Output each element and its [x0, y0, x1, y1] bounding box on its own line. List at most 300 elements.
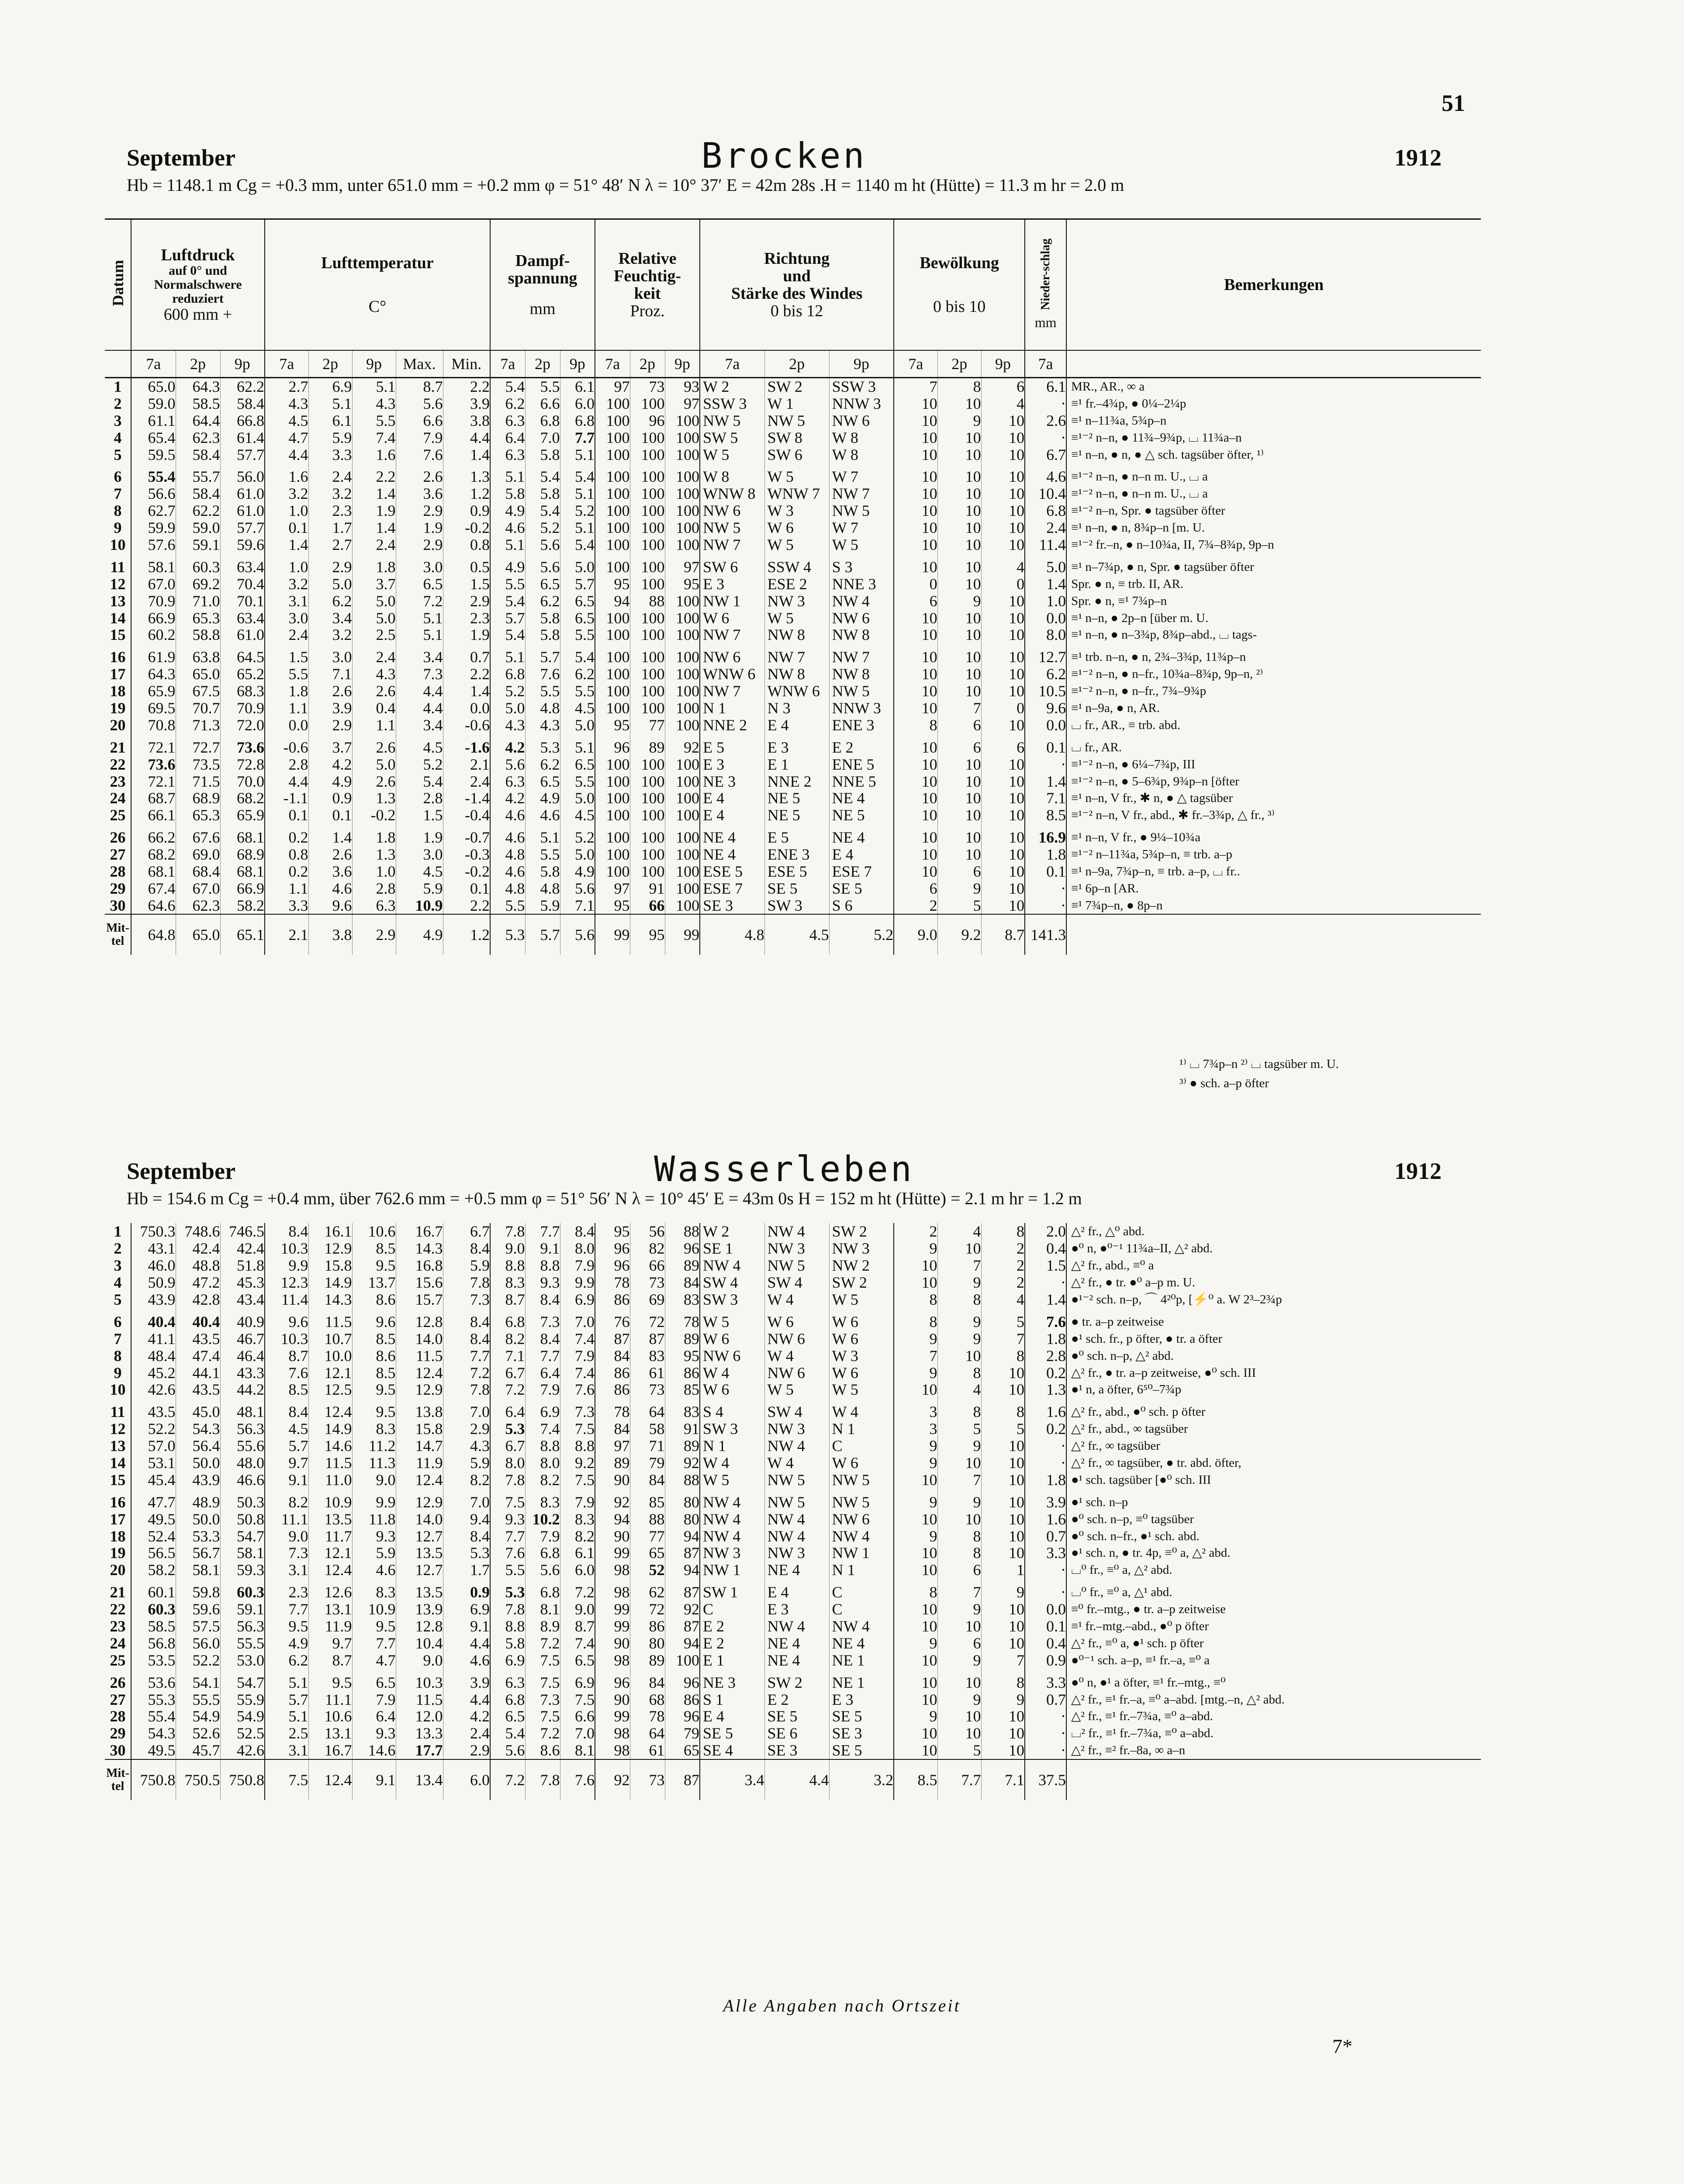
- value-cell: 2.5: [352, 626, 396, 643]
- value-cell: 16.7: [396, 1223, 443, 1240]
- value-cell: 10: [894, 1742, 937, 1759]
- value-cell: 83: [665, 1291, 700, 1308]
- value-cell: 6.5: [396, 575, 443, 592]
- value-cell: SW 2: [829, 1274, 894, 1291]
- value-cell: NW 5: [764, 412, 829, 429]
- value-cell: 88: [665, 1223, 700, 1240]
- value-cell: NW 6: [700, 1347, 764, 1364]
- value-cell: 68.1: [220, 824, 265, 846]
- value-cell: 97: [665, 553, 700, 575]
- value-cell: 100: [630, 700, 665, 717]
- value-cell: 5.8: [525, 863, 560, 880]
- date-cell: 28: [110, 1708, 126, 1725]
- value-cell: 13.3: [396, 1725, 443, 1742]
- value-cell: NW 7: [829, 485, 894, 502]
- value-cell: 89: [665, 1438, 700, 1455]
- value-cell: NW 4: [829, 1618, 894, 1635]
- mittel-value: 87: [665, 1759, 700, 1800]
- value-cell: 14.6: [308, 1438, 352, 1455]
- value-cell: 62.3: [176, 897, 220, 914]
- value-cell: 1.1: [265, 880, 308, 897]
- value-cell: NW 4: [764, 1618, 829, 1635]
- value-cell: 49.5: [131, 1510, 176, 1527]
- value-cell: 5.6: [525, 1562, 560, 1579]
- value-cell: 9.5: [352, 1398, 396, 1420]
- date-cell: 7: [114, 1330, 122, 1348]
- value-cell: NW 5: [829, 1488, 894, 1510]
- value-cell: 2.9: [443, 592, 490, 609]
- value-cell: 5.8: [525, 626, 560, 643]
- value-cell: 10: [981, 790, 1025, 807]
- mittel-remark-empty: [1066, 914, 1481, 955]
- value-cell: 7.4: [525, 1420, 560, 1438]
- value-cell: 10.0: [308, 1347, 352, 1364]
- value-cell: 7.6: [1025, 1308, 1066, 1330]
- value-cell: 93: [665, 377, 700, 395]
- value-cell: 8.5: [352, 1364, 396, 1381]
- value-cell: 12.6: [308, 1579, 352, 1601]
- value-cell: 11.3: [352, 1455, 396, 1472]
- remark-cell: △² fr., ≡² fr.–8a, ∞ a–n: [1066, 1742, 1481, 1759]
- value-cell: SW 8: [764, 429, 829, 446]
- mittel-value: 65.0: [176, 914, 220, 955]
- value-cell: SW 3: [700, 1291, 764, 1308]
- value-cell: 63.4: [220, 609, 265, 626]
- value-cell: 0: [981, 700, 1025, 717]
- value-cell: 94: [665, 1635, 700, 1652]
- value-cell: 100: [665, 824, 700, 846]
- value-cell: 100: [665, 790, 700, 807]
- value-cell: 61.9: [131, 643, 176, 666]
- value-cell: 4.6: [308, 880, 352, 897]
- value-cell: 71.5: [176, 773, 220, 790]
- value-cell: 77: [630, 716, 665, 733]
- value-cell: ·: [1025, 395, 1066, 412]
- value-cell: 68.1: [220, 863, 265, 880]
- value-cell: 8.9: [525, 1618, 560, 1635]
- remark-cell: ●¹ sch. n–p: [1066, 1488, 1481, 1510]
- value-cell: 10: [981, 756, 1025, 773]
- value-cell: 7: [937, 700, 981, 717]
- table-row: [105, 1420, 1481, 1438]
- date-cell: 8: [114, 1347, 122, 1365]
- value-cell: 99: [595, 1708, 630, 1725]
- value-cell: E 4: [764, 1579, 829, 1601]
- value-cell: 8.3: [490, 1274, 525, 1291]
- value-cell: 5.3: [490, 1579, 525, 1601]
- value-cell: 86: [665, 1364, 700, 1381]
- value-cell: 4: [937, 1223, 981, 1240]
- value-cell: 7: [894, 377, 937, 395]
- value-cell: 65.0: [176, 666, 220, 683]
- value-cell: 2.6: [352, 683, 396, 700]
- value-cell: 100: [630, 666, 665, 683]
- value-cell: 6.9: [560, 1669, 595, 1691]
- value-cell: 10: [894, 1510, 937, 1527]
- value-cell: 4.3: [525, 716, 560, 733]
- value-cell: 7.7: [560, 429, 595, 446]
- remark-cell: ≡¹ n–n, V fr., ✱ n, ● △ tagsüber: [1066, 790, 1481, 807]
- value-cell: 45.3: [220, 1274, 265, 1291]
- value-cell: 68.3: [220, 683, 265, 700]
- value-cell: 5.0: [308, 575, 352, 592]
- value-cell: 10: [937, 553, 981, 575]
- value-cell: 6.2: [308, 592, 352, 609]
- table-row: [105, 463, 1481, 485]
- value-cell: 7.6: [525, 666, 560, 683]
- value-cell: 52.2: [131, 1420, 176, 1438]
- value-cell: 10: [937, 485, 981, 502]
- value-cell: 100: [595, 790, 630, 807]
- value-cell: ENE 3: [764, 846, 829, 863]
- value-cell: 2.2: [443, 897, 490, 914]
- value-cell: 6: [937, 733, 981, 756]
- luftdruck-l2: auf 0° und: [169, 263, 227, 278]
- sub-2p: 2p: [937, 350, 981, 378]
- value-cell: 9.1: [265, 1471, 308, 1488]
- value-cell: 90: [595, 1691, 630, 1708]
- value-cell: WNW 8: [700, 485, 764, 502]
- value-cell: 10: [981, 1471, 1025, 1488]
- value-cell: E 4: [700, 790, 764, 807]
- value-cell: 76: [595, 1308, 630, 1330]
- value-cell: 73.6: [131, 756, 176, 773]
- value-cell: 78: [630, 1708, 665, 1725]
- value-cell: 50.3: [220, 1488, 265, 1510]
- value-cell: 57.5: [176, 1618, 220, 1635]
- value-cell: ESE 7: [829, 863, 894, 880]
- value-cell: 96: [595, 1257, 630, 1274]
- feucht-l2: Feuchtig-: [614, 266, 681, 285]
- value-cell: SE 3: [829, 1725, 894, 1742]
- value-cell: 56.7: [176, 1545, 220, 1562]
- value-cell: 13.1: [308, 1725, 352, 1742]
- value-cell: 58: [630, 1420, 665, 1438]
- value-cell: 5.5: [490, 575, 525, 592]
- value-cell: 43.5: [176, 1330, 220, 1347]
- remark-cell: ●⁰ n, ●¹ a öfter, ≡¹ fr.–mtg., ≡⁰: [1066, 1669, 1481, 1691]
- table-row: [105, 897, 1481, 914]
- value-cell: 69: [630, 1291, 665, 1308]
- value-cell: 98: [595, 1725, 630, 1742]
- value-cell: 7.8: [443, 1274, 490, 1291]
- value-cell: 4.5: [396, 733, 443, 756]
- value-cell: 6.5: [525, 773, 560, 790]
- value-cell: 2.8: [1025, 1347, 1066, 1364]
- value-cell: 8: [937, 1545, 981, 1562]
- value-cell: 5.0: [560, 790, 595, 807]
- value-cell: 2.0: [1025, 1223, 1066, 1240]
- value-cell: 63.4: [220, 553, 265, 575]
- value-cell: 77: [630, 1527, 665, 1545]
- value-cell: 1.4: [308, 824, 352, 846]
- value-cell: 88: [630, 1510, 665, 1527]
- value-cell: 61.0: [220, 502, 265, 519]
- date-cell: 4: [114, 1274, 122, 1291]
- table-row: [105, 1240, 1481, 1257]
- value-cell: 65.9: [131, 683, 176, 700]
- value-cell: W 6: [700, 609, 764, 626]
- value-cell: 8: [981, 1223, 1025, 1240]
- value-cell: 14.9: [308, 1420, 352, 1438]
- table-row: [105, 846, 1481, 863]
- value-cell: 7.7: [525, 1223, 560, 1240]
- value-cell: 5.8: [525, 446, 560, 463]
- value-cell: 5.1: [560, 446, 595, 463]
- remark-cell: △² fr., ≡¹ fr.–7¾a, ≡⁰ a–abd.: [1066, 1708, 1481, 1725]
- value-cell: 10: [894, 643, 937, 666]
- value-cell: 6: [937, 716, 981, 733]
- value-cell: 99: [595, 1618, 630, 1635]
- value-cell: 54.1: [176, 1669, 220, 1691]
- table-row: [105, 502, 1481, 519]
- value-cell: E 3: [829, 1691, 894, 1708]
- sub-7a: 7a: [490, 350, 525, 378]
- value-cell: 100: [595, 626, 630, 643]
- value-cell: 100: [595, 463, 630, 485]
- value-cell: 10: [981, 429, 1025, 446]
- value-cell: 6.1: [308, 412, 352, 429]
- mittel-value: 5.7: [525, 914, 560, 955]
- value-cell: 10: [981, 1527, 1025, 1545]
- brocken-station-title: Brocken: [701, 135, 867, 176]
- value-cell: 2.3: [443, 609, 490, 626]
- value-cell: 4.2: [490, 733, 525, 756]
- value-cell: 53.6: [131, 1669, 176, 1691]
- value-cell: 10: [894, 1652, 937, 1669]
- value-cell: 2.5: [265, 1725, 308, 1742]
- value-cell: 8.3: [560, 1510, 595, 1527]
- value-cell: W 6: [764, 519, 829, 536]
- value-cell: 100: [630, 773, 665, 790]
- value-cell: 5.5: [265, 666, 308, 683]
- value-cell: E 3: [764, 733, 829, 756]
- value-cell: 10: [937, 1347, 981, 1364]
- value-cell: NW 3: [764, 1420, 829, 1438]
- mittel-value: 5.3: [490, 914, 525, 955]
- value-cell: NW 6: [829, 412, 894, 429]
- value-cell: -0.3: [443, 846, 490, 863]
- value-cell: W 4: [700, 1455, 764, 1472]
- value-cell: -1.1: [265, 790, 308, 807]
- value-cell: 4.4: [265, 773, 308, 790]
- value-cell: 58.1: [131, 553, 176, 575]
- value-cell: 7: [894, 1347, 937, 1364]
- date-cell: 12: [110, 575, 126, 593]
- page-number: 51: [1442, 90, 1465, 116]
- value-cell: NE 5: [764, 790, 829, 807]
- value-cell: 7.4: [560, 1330, 595, 1347]
- value-cell: 42.8: [176, 1291, 220, 1308]
- value-cell: 8: [894, 1579, 937, 1601]
- value-cell: 6.7: [1025, 446, 1066, 463]
- value-cell: W 6: [700, 1330, 764, 1347]
- value-cell: 52.6: [176, 1725, 220, 1742]
- value-cell: 10: [937, 1455, 981, 1472]
- value-cell: 9.6: [308, 897, 352, 914]
- value-cell: 7.0: [560, 1308, 595, 1330]
- value-cell: 55.4: [131, 463, 176, 485]
- mittel-value: 4.8: [700, 914, 764, 955]
- value-cell: 8.8: [525, 1257, 560, 1274]
- value-cell: 3.4: [396, 643, 443, 666]
- date-cell: 5: [114, 1291, 122, 1308]
- date-cell: 19: [110, 699, 126, 717]
- value-cell: 47.4: [176, 1347, 220, 1364]
- value-cell: NW 7: [700, 536, 764, 553]
- table-row: [105, 1601, 1481, 1618]
- value-cell: 17.7: [396, 1742, 443, 1759]
- value-cell: SE 5: [829, 880, 894, 897]
- value-cell: 1.4: [1025, 773, 1066, 790]
- value-cell: 9.5: [352, 1381, 396, 1398]
- value-cell: 2.6: [1025, 412, 1066, 429]
- value-cell: 7.8: [443, 1381, 490, 1398]
- value-cell: 10.4: [396, 1635, 443, 1652]
- value-cell: 5.4: [396, 773, 443, 790]
- value-cell: 7.5: [560, 1420, 595, 1438]
- value-cell: 4.5: [396, 863, 443, 880]
- value-cell: 5.0: [490, 700, 525, 717]
- value-cell: 9.5: [265, 1618, 308, 1635]
- value-cell: 9.0: [560, 1601, 595, 1618]
- value-cell: 100: [630, 863, 665, 880]
- value-cell: 8.4: [525, 1291, 560, 1308]
- value-cell: 5.8: [525, 485, 560, 502]
- value-cell: 9: [937, 1438, 981, 1455]
- remark-cell: △² fr., abd., ≡⁰ a: [1066, 1257, 1481, 1274]
- value-cell: 45.2: [131, 1364, 176, 1381]
- value-cell: 10: [981, 412, 1025, 429]
- remark-cell: ≡⁰ fr.–mtg., ● tr. a–p zeitweise: [1066, 1601, 1481, 1618]
- table-row: [105, 733, 1481, 756]
- value-cell: 67.6: [176, 824, 220, 846]
- value-cell: 11.8: [352, 1510, 396, 1527]
- value-cell: 4.3: [443, 1438, 490, 1455]
- value-cell: 7.0: [560, 1725, 595, 1742]
- value-cell: 10: [894, 553, 937, 575]
- value-cell: 5: [981, 1420, 1025, 1438]
- value-cell: 62.7: [131, 502, 176, 519]
- value-cell: 62.2: [220, 377, 265, 395]
- brocken-footnote-1: ¹⁾ ⌴ 7¾p–n ²⁾ ⌴ tagsüber m. U.: [1179, 1057, 1339, 1071]
- value-cell: 13.8: [396, 1398, 443, 1420]
- value-cell: NW 5: [764, 1488, 829, 1510]
- table-row: [105, 1669, 1481, 1691]
- table-row: [105, 1510, 1481, 1527]
- remark-cell: ≡¹⁻² n–n, ● n–n m. U., ⌴ a: [1066, 463, 1481, 485]
- value-cell: SW 3: [764, 897, 829, 914]
- value-cell: 10: [937, 502, 981, 519]
- value-cell: 11.1: [265, 1510, 308, 1527]
- value-cell: 7.7: [490, 1527, 525, 1545]
- value-cell: 8.4: [443, 1308, 490, 1330]
- value-cell: 1.4: [265, 536, 308, 553]
- value-cell: 10: [894, 429, 937, 446]
- value-cell: 96: [595, 1669, 630, 1691]
- value-cell: 97: [595, 880, 630, 897]
- value-cell: 67.0: [176, 880, 220, 897]
- table-row: [105, 1257, 1481, 1274]
- value-cell: 58.4: [220, 395, 265, 412]
- value-cell: 100: [595, 609, 630, 626]
- value-cell: 13.5: [396, 1545, 443, 1562]
- remark-cell: △² fr., abd., ●⁰ sch. p öfter: [1066, 1398, 1481, 1420]
- sub-max: Max.: [396, 350, 443, 378]
- value-cell: 59.8: [176, 1579, 220, 1601]
- value-cell: 97: [665, 395, 700, 412]
- wasserleben-station-params: Hb = 154.6 m Cg = +0.4 mm, über 762.6 mm = +0.5 mm φ = 51° 56′ N λ = 10° 45′ E = 43m 0s H = 152 m ht (Hütte) = 2.1 m hr = 1.2 m: [127, 1189, 1082, 1208]
- value-cell: 79: [665, 1725, 700, 1742]
- value-cell: 5.2: [490, 683, 525, 700]
- value-cell: NNW 3: [829, 395, 894, 412]
- value-cell: 7.1: [490, 1347, 525, 1364]
- value-cell: 8.6: [352, 1291, 396, 1308]
- date-cell: 13: [110, 1437, 126, 1455]
- value-cell: 1.7: [443, 1562, 490, 1579]
- value-cell: 9: [937, 1308, 981, 1330]
- value-cell: 10: [894, 536, 937, 553]
- value-cell: 55.4: [131, 1708, 176, 1725]
- value-cell: 8: [937, 377, 981, 395]
- value-cell: 11.2: [352, 1438, 396, 1455]
- value-cell: 5.2: [396, 756, 443, 773]
- value-cell: 0.1: [1025, 733, 1066, 756]
- value-cell: 10: [937, 536, 981, 553]
- value-cell: 59.9: [131, 519, 176, 536]
- value-cell: NW 7: [700, 683, 764, 700]
- value-cell: 4.6: [490, 863, 525, 880]
- value-cell: 5.1: [490, 463, 525, 485]
- date-cell: 9: [114, 519, 122, 536]
- value-cell: 6.5: [560, 1652, 595, 1669]
- value-cell: 7.1: [560, 897, 595, 914]
- value-cell: 0: [894, 575, 937, 592]
- value-cell: 2.2: [352, 463, 396, 485]
- value-cell: 3.3: [265, 897, 308, 914]
- value-cell: 66.1: [131, 807, 176, 824]
- value-cell: 100: [630, 536, 665, 553]
- value-cell: 85: [630, 1488, 665, 1510]
- value-cell: 7.9: [352, 1691, 396, 1708]
- value-cell: 4.6: [443, 1652, 490, 1669]
- temp-unit: C°: [368, 297, 387, 316]
- value-cell: 100: [595, 519, 630, 536]
- value-cell: 1.6: [1025, 1510, 1066, 1527]
- value-cell: 59.3: [220, 1562, 265, 1579]
- value-cell: ENE 5: [829, 756, 894, 773]
- value-cell: SE 1: [700, 1240, 764, 1257]
- value-cell: 10: [981, 1601, 1025, 1618]
- value-cell: SE 4: [700, 1742, 764, 1759]
- value-cell: 7: [937, 1471, 981, 1488]
- date-cell: 14: [110, 609, 126, 626]
- value-cell: 84: [595, 1347, 630, 1364]
- value-cell: 10: [894, 446, 937, 463]
- value-cell: 8: [894, 1291, 937, 1308]
- mittel-value: 99: [595, 914, 630, 955]
- value-cell: 6: [981, 377, 1025, 395]
- value-cell: 57.0: [131, 1438, 176, 1455]
- mittel-value: 4.5: [764, 914, 829, 955]
- value-cell: 100: [595, 666, 630, 683]
- value-cell: 1.6: [265, 463, 308, 485]
- value-cell: W 7: [829, 519, 894, 536]
- sub-2p: 2p: [525, 350, 560, 378]
- value-cell: NE 4: [829, 790, 894, 807]
- value-cell: 10.9: [352, 1601, 396, 1618]
- value-cell: 78: [595, 1398, 630, 1420]
